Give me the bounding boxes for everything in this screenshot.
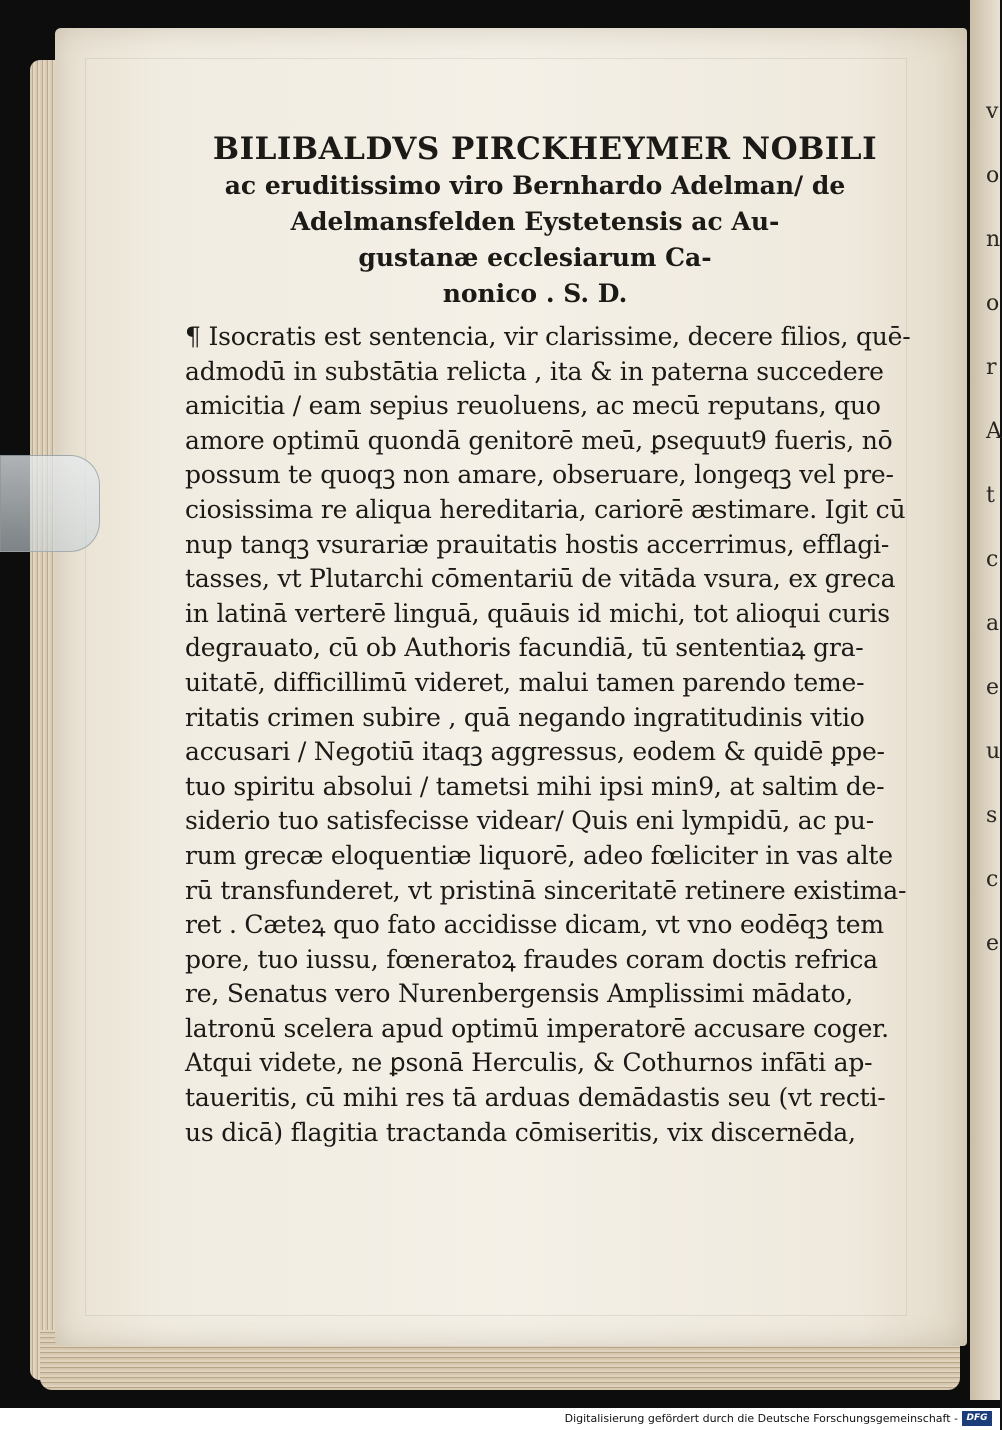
body-line: rum grecæ eloquentiæ liquorē, adeo fœliciter in vas alte	[185, 840, 893, 870]
body-line: taueritis, cū mihi res tā arduas demādastis seu (vt recti-	[185, 1083, 886, 1113]
body-line: siderio tuo satisfecisse videar/ Quis eni lympidū, ac pu-	[185, 806, 874, 836]
page-title	[185, 130, 885, 312]
body-line: nup tanqꝫ vsurariæ prauitatis hostis accerrimus, efflagi-	[185, 529, 890, 559]
body-line: accusari / Negotiū itaqꝫ aggressus, eodem & quidē ꝑpe-	[185, 737, 885, 767]
adjacent-page-letter: e	[986, 675, 1000, 700]
adjacent-page-letter: c	[986, 867, 999, 892]
body-line: tuo spiritu absolui / tametsi mihi ipsi min9, at saltim de-	[185, 771, 885, 801]
footer-bar	[0, 1408, 1000, 1430]
adjacent-page-letter: c	[986, 547, 999, 572]
title-line: ac eruditissimo viro Bernhardo Adelman/ de	[224, 171, 846, 200]
adjacent-page-letter: v	[986, 99, 999, 124]
body-line: amore optimū quondā genitorē meū, ꝑsequut9 fueris, nō	[185, 425, 893, 455]
adjacent-page-letter: e	[986, 931, 1000, 956]
adjacent-page-letter: t	[986, 483, 995, 508]
body-line: admodū in substātia relicta , ita & in paterna succedere	[185, 356, 884, 386]
body-line: ret . Cæteꝝ quo fato accidisse dicam, vt vno eodēqꝫ tem	[185, 910, 884, 940]
adjacent-page-letters	[986, 80, 1000, 976]
body-line: re, Senatus vero Nurenbergensis Amplissimi mādato,	[185, 979, 854, 1009]
adjacent-page-letter: o	[986, 291, 1000, 316]
body-line: Atqui videte, ne ꝑsonā Herculis, & Cothurnos infāti ap-	[185, 1048, 873, 1078]
body-line: ciosissima re aliqua hereditaria, cariorē æstimare. Igit cū	[185, 494, 906, 524]
body-line: uitatē, difficillimū videret, malui tamen parendo teme-	[185, 667, 865, 697]
body-line: rū transfunderet, vt pristinā sinceritatē retinere existima-	[185, 875, 907, 905]
adjacent-page-letter: o	[986, 163, 1000, 188]
title-line: Adelmansfelden Eystetensis ac Au-	[290, 207, 780, 236]
adjacent-page-letter: s	[986, 803, 998, 828]
page-content	[185, 130, 911, 1150]
adjacent-page-letter: a	[986, 611, 1000, 636]
body-line: ¶ Isocratis est sentencia, vir clarissime, decere filios, quē-	[185, 322, 911, 351]
adjacent-page-letter: r	[986, 355, 997, 380]
adjacent-page-letter: A	[986, 419, 1002, 444]
title-line: nonico . S. D.	[442, 279, 628, 308]
body-text	[185, 320, 911, 1150]
body-line: latronū scelera apud optimū imperatorē accusare coger.	[185, 1013, 889, 1043]
footer-credit: Digitalisierung gefördert durch die Deutsche Forschungsgemeinschaft -	[564, 1412, 958, 1425]
title-line: gustanæ ecclesiarum Ca-	[358, 243, 712, 272]
title-line: BILIBALDVS PIRCKHEYMER NOBILI	[212, 131, 878, 167]
body-line: possum te quoqꝫ non amare, obseruare, longeqꝫ vel pre-	[185, 460, 894, 490]
page-clip	[0, 455, 100, 552]
body-line: amicitia / eam sepius reuoluens, ac mecū reputans, quo	[185, 391, 881, 421]
dfg-logo: DFG	[962, 1411, 992, 1426]
body-line: tasses, vt Plutarchi cōmentariū de vitāda vsura, ex greca	[185, 564, 896, 594]
body-line: degrauato, cū ob Authoris facundiā, tū sententiaꝝ gra-	[185, 633, 864, 663]
adjacent-page-letter: n	[986, 227, 1001, 252]
body-line: ritatis crimen subire , quā negando ingratitudinis vitio	[185, 702, 865, 732]
body-line: pore, tuo iussu, fœneratoꝝ fraudes coram doctis refrica	[185, 944, 878, 974]
body-line: us dicā) flagitia tractanda cōmiseritis, vix discernēda,	[185, 1117, 856, 1147]
body-line: in latinā verterē linguā, quāuis id michi, tot alioqui curis	[185, 598, 890, 628]
adjacent-page-letter: u	[986, 739, 1001, 764]
